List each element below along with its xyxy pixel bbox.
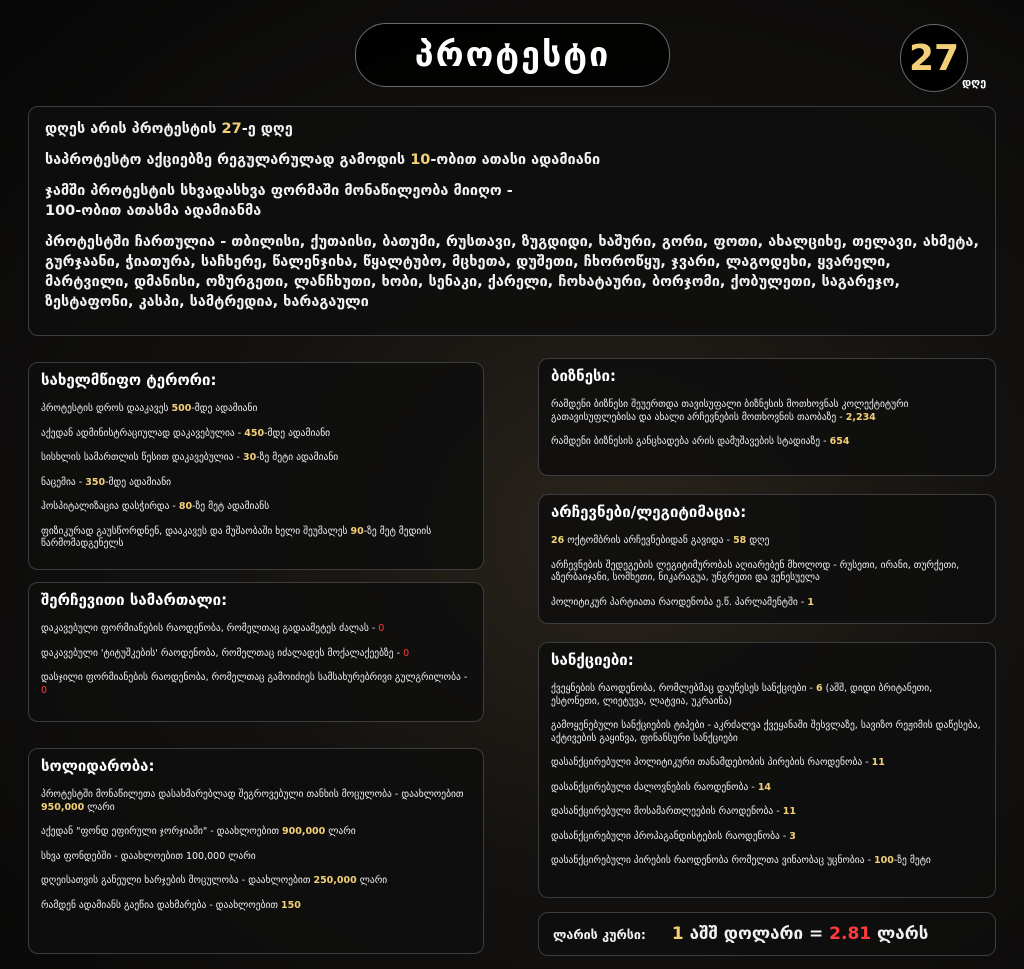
item-text: ფიზიკურად გაუსწორდნენ, დააკავეს და მუშაობაში ხელი შეუშალეს [41, 525, 351, 537]
item-number: 26 [551, 535, 565, 546]
list-item [41, 428, 471, 441]
list-item: არჩევნების შედეგების ლეგიტიმურობას აღიარებენ მხოლოდ - რუსეთი, ირანი, თურქეთი, აზერბაიჯანი, სომხეთი, ნიკარაგუა, უნგრეთი და ვენესუელა [551, 559, 960, 583]
day-counter-badge: 27 [900, 24, 968, 92]
item-text: -მდე ადამიანი [105, 476, 172, 488]
list-item [551, 436, 983, 449]
item-number: 950,000 [41, 801, 85, 813]
item-text: პოლიტიკურ პარტიათა რაოდენობა ე.წ. პარლამენტში - [551, 596, 808, 608]
item-number: 250,000 [313, 875, 357, 886]
panel-title: სახელმწიფო ტერორი: [41, 371, 217, 389]
intro-text: საპროტესტო აქციებზე რეგულარულად გამოდის [45, 152, 411, 168]
rate-unit: ლარს [871, 924, 929, 944]
item-number: 2,234 [845, 411, 876, 423]
intro-text: 100-ობით ათასმა ადამიანმა [45, 203, 262, 219]
day-counter-label: დღე [962, 76, 987, 89]
list-item [41, 477, 471, 490]
list-item [551, 399, 983, 424]
exchange-rate-value [672, 924, 928, 944]
list-item [551, 597, 983, 610]
item-number: 0 [41, 684, 48, 696]
item-text: ქვეყნების რაოდენობა, რომლებმაც დაუწესეს სანქციები - [551, 683, 816, 694]
item-number: 14 [757, 781, 772, 793]
item-text: -მდე ადამიანი [264, 427, 331, 439]
item-number: 654 [829, 436, 850, 447]
item-number: 30 [243, 452, 257, 463]
item-text: რამდენი ბიზნესის განცხადება არის დამუშავების სტადიაზე - [551, 436, 830, 447]
item-text: ლარი [84, 801, 115, 813]
item-text: დასანქცირებული პროპაგანდისტების რაოდენობა - [551, 830, 790, 842]
panel-title: შერჩევითი სამართალი: [41, 591, 228, 609]
item-text: პროტესტში მონაწილეთა დასახმარებლად შეგროვებული თანხის მოცულობა - დაახლოებით [41, 789, 464, 800]
list-item [41, 648, 471, 661]
item-text: დასანქცირებული მოსამართლეების რაოდენობა - [551, 806, 783, 817]
rate-amount: 1 [671, 924, 684, 944]
item-number: 80 [178, 501, 193, 512]
panel-title: სოლიდარობა: [41, 757, 155, 775]
intro-participation-line [45, 181, 979, 221]
intro-number: 10 [410, 152, 431, 168]
item-text: რამდენ ადამიანს გაეწია დახმარება - დაახლოებით [41, 899, 282, 911]
list-item [551, 806, 983, 819]
item-text: -ზე მეტი ადამიანი [256, 452, 339, 463]
list-item [41, 875, 471, 888]
list-item [41, 501, 471, 514]
item-text: ჰოსპიტალიზაცია დასჭირდა - [41, 501, 179, 512]
item-number: 58 [733, 535, 747, 546]
item-number: 100 [874, 855, 894, 866]
item-text: სისხლის სამართლის წესით დაკავებულია - [41, 452, 243, 463]
item-text: აქედან "ფონდ ეფირული ჯორჯიაში" - დაახლოებით [41, 826, 282, 837]
list-item [41, 526, 471, 551]
item-text: დასჯილი ფორმიანების რაოდენობა, რომელთაც გამოიძიეს სამსახურებრივი გულგრილობა - [41, 672, 468, 683]
item-text: რამდენი ბიზნესი შეუერთდა თავისუფალი ბიზნესის მოთხოვნას კოლექტიტური გათავისუფლებისა და ახალი არჩევნების მოთხოვნის თაობაზე - [551, 399, 909, 423]
list-item [41, 452, 471, 465]
rate-number: 2.81 [829, 924, 872, 944]
list-item [41, 403, 471, 416]
intro-cities-line: პროტესტში ჩართულია - თბილისი, ქუთაისი, ბათუმი, რუსთავი, ზუგდიდი, ხაშური, გორი, ფოთი, ახალციხე, თელავი, ახმეტა, გურჯაანი, ჭიათურა, საჩხერე, წალენჯიხა, წყალტუბო, მცხეთა, დუშეთი, ჩხოროწყუ, ჯვარი, ლაგოდეხი, ყვარელი, მარტვილი, დმანისი, ოზურგეთი, ლანჩხუთი, ხობი, სენაკი, ქარელი, ჩოხატაური, ბორჯომი, ქობულეთი, საგარეჯო, ზესტაფონი, კასპი, სამტრედია, ხარაგაული [45, 234, 979, 310]
item-text: დაკავებული 'ტიტუშკების' რაოდენობა, რომელთაც იძალადეს მოქალაქეებზე - [41, 647, 404, 659]
item-text: ოქტომბრის არჩევნებიდან გავიდა - [564, 535, 734, 546]
page-title: პროტესტი [355, 23, 670, 87]
list-item [41, 672, 471, 697]
list-item [41, 900, 471, 913]
intro-attendance-line [45, 150, 979, 170]
business-panel [538, 358, 996, 476]
item-text: (აშშ, დიდი ბრიტანეთი, ესტონეთი, ლიეტუვა, ლატვია, უკრაინა) [551, 683, 933, 707]
item-text: პროტესტის დროს დააკავეს [41, 403, 172, 414]
item-number: 150 [281, 899, 301, 911]
item-number: 11 [782, 806, 796, 817]
item-text: ნაცემია - [41, 476, 86, 488]
panel-title: ბიზნესი: [551, 367, 616, 385]
item-text: დასანქცირებული პოლიტიკური თანამდებობის პირების რაოდენობა - [551, 757, 872, 768]
intro-day-line [45, 119, 979, 139]
panel-title: სანქციები: [551, 651, 634, 669]
list-item [41, 623, 471, 636]
list-item [41, 826, 471, 839]
item-text: -მდე ადამიანი [191, 403, 258, 414]
item-number: 0 [378, 623, 385, 634]
list-item [551, 782, 983, 795]
item-text: დასანქცირებული პირების რაოდენობა რომელთა ვინაობაც უცნობია - [551, 855, 875, 866]
exchange-rate-label: ლარის კურსი: [553, 926, 646, 942]
list-item [551, 831, 983, 844]
item-number: 90 [350, 525, 364, 537]
solidarity-panel [28, 748, 484, 954]
selective-justice-panel [28, 582, 484, 722]
item-text: -ზე მეტ მედიის წარმომადგენელს [41, 525, 432, 549]
item-text: აქედან ადმინისტრაციულად დაკავებულია - [41, 427, 245, 439]
intro-number: 27 [221, 121, 242, 137]
list-item: სხვა ფონდებში - დაახლოებით 100,000 ლარი [41, 850, 256, 862]
intro-text: დღეს არის პროტესტის [45, 121, 222, 137]
item-number: 500 [171, 403, 192, 414]
list-item [551, 535, 983, 548]
elections-legitimacy-panel [538, 494, 996, 624]
list-item [551, 757, 983, 770]
item-text: -ზე მეტი [893, 855, 931, 866]
item-text: -ზე მეტ ადამიანს [192, 501, 270, 512]
item-number: 900,000 [282, 826, 326, 837]
item-text: ლარი [325, 826, 356, 837]
item-number: 11 [871, 757, 885, 768]
list-item [551, 855, 983, 868]
item-text: დღე [746, 535, 770, 546]
list-item: გამოყენებული სანქციების ტიპები - აკრძალვა ქვეყანაში შესვლაზე, სავიზო რეჟიმის დაწესება, აქტივების გაყინვა, ფინანსური სანქციები [551, 720, 981, 744]
list-item [551, 683, 983, 708]
list-item [41, 789, 471, 814]
rate-currency: აშშ დოლარი = [683, 924, 830, 944]
item-number: 1 [807, 596, 814, 608]
item-text: დაკავებული ფორმიანების რაოდენობა, რომელთაც გადაამეტეს ძალას - [41, 623, 379, 634]
item-text: დასანქცირებული ძალოვნების რაოდენობა - [551, 781, 758, 793]
item-number: 6 [816, 683, 823, 694]
item-number: 0 [403, 647, 410, 659]
item-text: დღეისათვის განეული ხარჯების მოცულობა - დაახლოებით [41, 875, 314, 886]
exchange-rate-panel [538, 912, 996, 956]
intro-text: -ე დღე [241, 121, 293, 137]
item-number: 3 [789, 830, 796, 842]
panel-title: არჩევნები/ლეგიტიმაცია: [551, 503, 747, 521]
sanctions-panel [538, 642, 996, 898]
item-number: 350 [85, 476, 106, 488]
intro-panel [28, 106, 996, 336]
state-terror-panel [28, 362, 484, 570]
intro-text: -ობით ათასი ადამიანი [430, 152, 601, 168]
intro-text: ჯამში პროტესტის სხვადასხვა ფორმაში მონაწილეობა მიიღო - [45, 183, 513, 199]
item-number: 450 [244, 427, 265, 439]
item-text: ლარი [356, 875, 388, 886]
